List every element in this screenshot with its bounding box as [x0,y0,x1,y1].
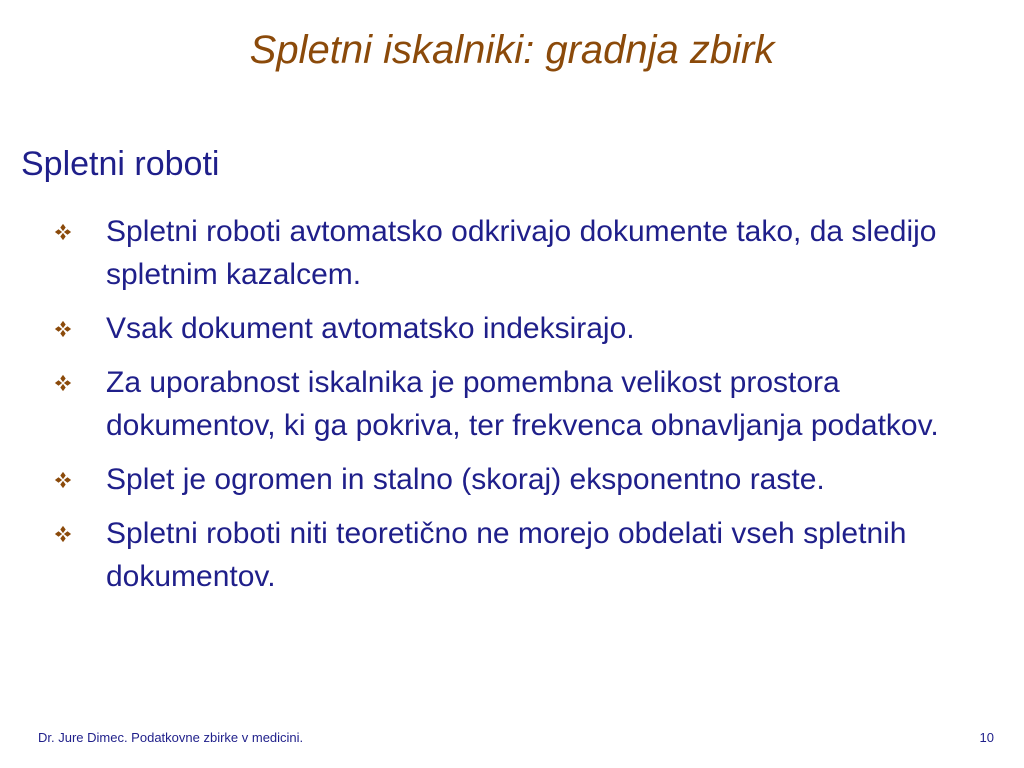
bullet-text: Vsak dokument avtomatsko indeksirajo. [106,312,635,345]
bullet-text: Spletni roboti avtomatsko odkrivajo dokumente tako, da sledijo spletnim kazalcem. [106,215,937,291]
four-diamond-bullet-icon [54,223,72,241]
bullet-text: Splet je ogromen in stalno (skoraj) eksponentno raste. [106,463,825,496]
slide-subheading: Spletni roboti [21,145,220,183]
bullet-item [50,361,1010,447]
bullet-text: Spletni roboti niti teoretično ne morejo obdelati vseh spletnih dokumentov. [106,517,907,593]
slide-page-number: 10 [979,730,994,745]
four-diamond-bullet-icon [54,320,72,338]
bullet-text: Za uporabnost iskalnika je pomembna velikost prostora dokumentov, ki ga pokriva, ter frekvenca obnavljanja podatkov. [106,366,939,442]
footer-author: Dr. Jure Dimec. Podatkovne zbirke v medicini. [38,730,304,745]
four-diamond-bullet-icon [54,471,72,489]
four-diamond-bullet-icon [54,525,72,543]
slide-title: Spletni iskalniki: gradnja zbirk [249,28,775,72]
four-diamond-bullet-icon [54,374,72,392]
bullet-item [50,512,1010,598]
bullet-item [50,458,1010,501]
bullet-item [50,210,1010,296]
bullet-list [50,210,1010,609]
bullet-item [50,307,1010,350]
